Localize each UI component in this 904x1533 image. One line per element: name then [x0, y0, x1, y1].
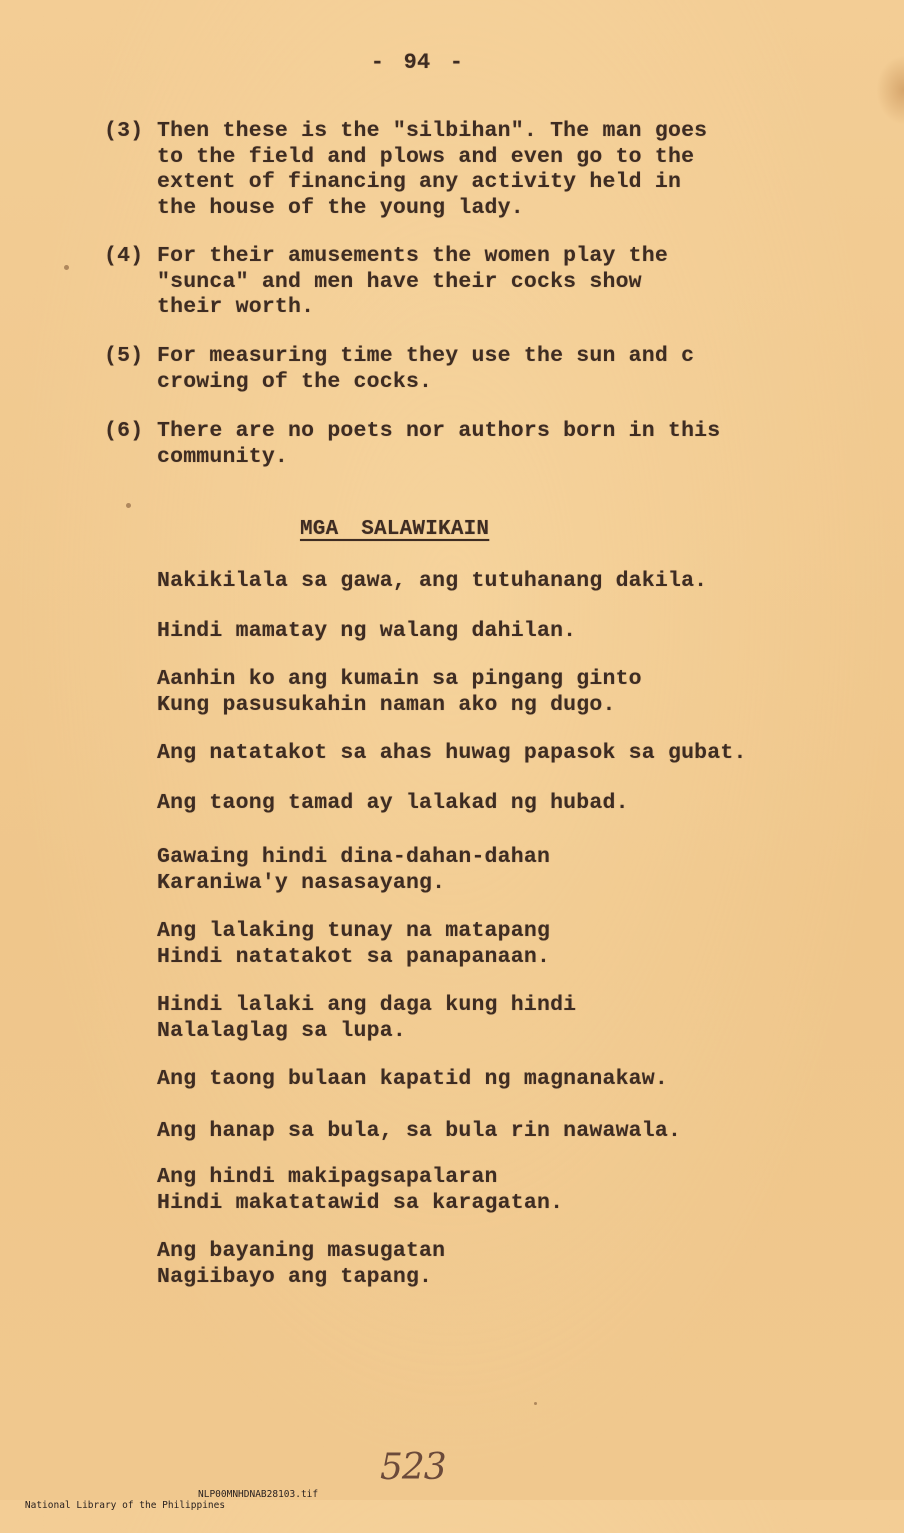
list-item [104, 344, 804, 399]
item-number: (4) [104, 244, 144, 268]
saying: Nakikilala sa gawa, ang tutuhanang dakila. [157, 569, 708, 593]
item-text: Then these is the "silbihan". The man goes to the field and plows and even go to the extent of financing any activity held in the house of the young lady. [157, 119, 708, 220]
ink-speck [64, 265, 69, 270]
saying: Ang taong tamad ay lalakad ng hubad. [157, 791, 629, 815]
saying: Ang lalaking tunay na matapang Hindi natatakot sa panapanaan. [157, 919, 551, 969]
item-number: (3) [104, 119, 144, 143]
library-credit: National Library of the Philippines [24, 1500, 226, 1511]
saying: Hindi mamatay ng walang dahilan. [157, 619, 577, 643]
list-item [104, 419, 804, 474]
scan-filename: NLP00MNHDNAB28103.tif [198, 1489, 319, 1500]
item-text: There are no poets nor authors born in this community. [157, 419, 721, 469]
paper-stain [876, 55, 904, 125]
saying: Ang hindi makipagsapalaran Hindi makatatawid sa karagatan. [157, 1165, 564, 1215]
list-item [104, 244, 804, 324]
saying: Gawaing hindi dina-dahan-dahan Karaniwa'y nasasayang. [157, 845, 551, 895]
page-number: - 94 - [370, 50, 464, 75]
list-item [104, 119, 804, 224]
handwritten-page-number: 523 [380, 1447, 446, 1488]
item-number: (6) [104, 419, 144, 443]
ink-speck [126, 503, 131, 508]
section-heading: MGA SALAWIKAIN [300, 518, 490, 541]
saying: Ang taong bulaan kapatid ng magnanakaw. [157, 1067, 668, 1091]
saying: Ang hanap sa bula, sa bula rin nawawala. [157, 1119, 682, 1143]
scan-footer [2, 1489, 319, 1533]
saying: Ang bayaning masugatan Nagiibayo ang tapang. [157, 1239, 446, 1289]
item-number: (5) [104, 344, 144, 368]
item-text: For their amusements the women play the "sunca" and men have their cocks show their worth. [157, 244, 668, 319]
saying: Ang natatakot sa ahas huwag papasok sa gubat. [157, 741, 747, 765]
saying: Aanhin ko ang kumain sa pingang ginto Kung pasusukahin naman ako ng dugo. [157, 667, 642, 717]
ink-speck [534, 1402, 537, 1405]
saying: Hindi lalaki ang daga kung hindi Nalalaglag sa lupa. [157, 993, 577, 1043]
item-text: For measuring time they use the sun and c crowing of the cocks. [157, 344, 695, 394]
